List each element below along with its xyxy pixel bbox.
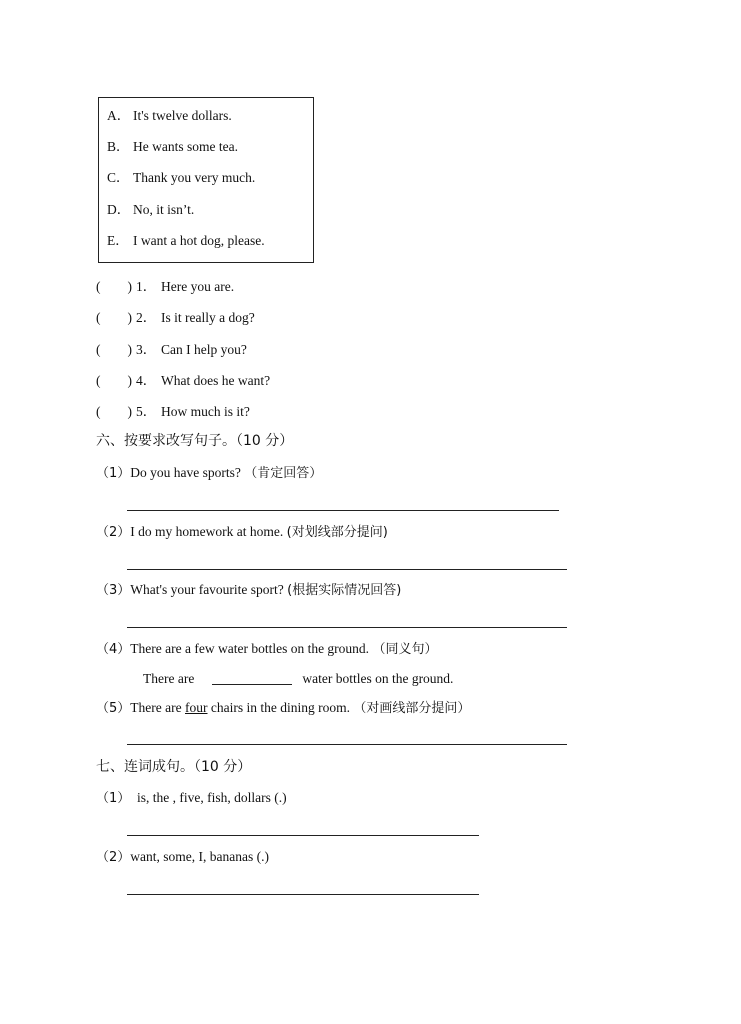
section-7-title: 七、连词成句。（10 分） [96,759,252,775]
matching-question-1: ( ) 1． Here you are. [96,279,235,294]
options-box [98,97,314,263]
section-6-title: 六、按要求改写句子。（10 分） [96,433,294,449]
s6-item-1: （1）Do you have sports? （肯定回答） [96,465,323,481]
underlined-word: four [185,700,208,715]
option-e: E． I want a hot dog, please. [107,233,265,248]
answer-line-s6-5[interactable] [127,744,567,745]
option-a: A． It's twelve dollars. [107,108,232,123]
answer-line-s7-2[interactable] [127,894,479,895]
answer-line-s6-1[interactable] [127,510,559,511]
answer-line-s7-1[interactable] [127,835,479,836]
s6-item-3: （3）What's your favourite sport? (根据实际情况回答) [96,582,402,598]
s7-item-2: （2）want, some, I, bananas (.) [96,849,269,865]
option-c: C． Thank you very much. [107,170,256,185]
s6-item-4-blank[interactable] [212,672,292,685]
s6-item-5: （5）There are four chairs in the dining room. （对画线部分提问） [96,700,471,716]
matching-question-3: ( ) 3． Can I help you? [96,342,247,357]
matching-question-5: ( ) 5． How much is it? [96,404,250,419]
option-d: D． No, it isn’t. [107,202,195,217]
s6-item-2: （2）I do my homework at home. (对划线部分提问) [96,524,388,540]
s7-item-1: （1） is, the , five, fish, dollars (.) [96,790,287,806]
s6-item-4: （4）There are a few water bottles on the ground. （同义句） [96,641,438,657]
answer-line-s6-2[interactable] [127,569,567,570]
s6-item-4-answer: There are water bottles on the ground. [143,671,454,686]
option-b: B． He wants some tea. [107,139,238,154]
matching-question-2: ( ) 2． Is it really a dog? [96,310,255,325]
answer-line-s6-3[interactable] [127,627,567,628]
matching-question-4: ( ) 4． What does he want? [96,373,271,388]
